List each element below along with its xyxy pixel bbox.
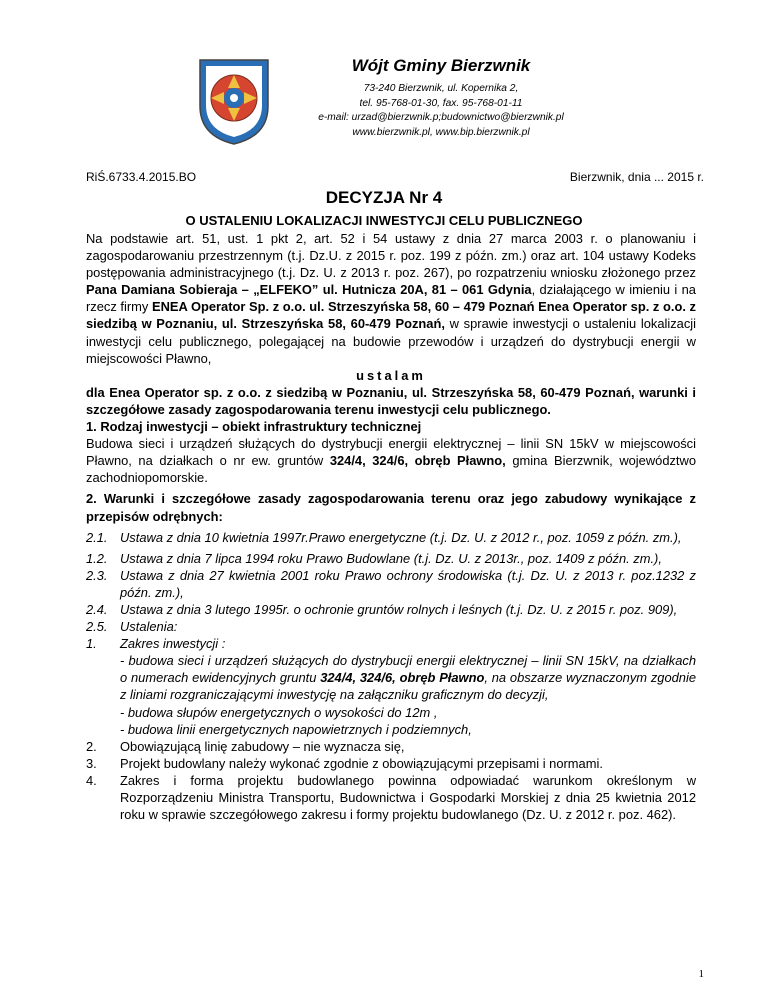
ustalam-heading: ustalam — [356, 367, 426, 383]
ustalenia-item-1-a: - budowa sieci i urządzeń służących do dystrybucji energii elektrycznej – linii SN 15kV, na działkach o numerach ewidencyjnych gruntu 324/4, 324/6, obręb Pławno, na obszarze wyznaczonym zgodnie z liniami rozgraniczającymi inwestycję na załączniku graficznym do decyzji, — [120, 653, 697, 703]
ustalenia-item-4: 4. Zakres i forma projektu budowlanego powinna odpowiadać warunkom określonym w Rozporządzeniu Ministra Transportu, Budownictwa i Gospodarki Morskiej z dnia 25 kwietnia 2012 roku w sprawie szczegółowego zakresu i formy projektu budowlanego (Dz. U. z 2012 r. poz. 462). — [86, 772, 696, 823]
section-2-title: 2. Warunki i szczegółowe zasady zagospodarowania terenu oraz jego zabudowy wynikające z przepisów odrębnych: — [86, 491, 696, 524]
document-body — [86, 230, 696, 823]
ustalenia-item-3: 3. Projekt budowlany należy wykonać zgodnie z obowiązującymi przepisami i normami. — [86, 755, 603, 771]
legal-basis-item: 2.1. Ustawa z dnia 10 kwietnia 1997r.Prawo energetyczne (t.j. Dz. U. z 2012 r., poz. 1059 z późn. zm.), — [86, 529, 682, 545]
coat-of-arms-logo — [196, 56, 272, 146]
decision-subtitle: O USTALENIU LOKALIZACJI INWESTYCJI CELU PUBLICZNEGO — [185, 213, 583, 228]
ustalenia-item-1-b: - budowa słupów energetycznych o wysokości do 12m , — [120, 704, 438, 720]
letterhead-phone: tel. 95-768-01-30, fax. 95-768-01-11 — [359, 97, 523, 109]
letterhead-address: 73-240 Bierzwnik, ul. Kopernika 2, — [363, 83, 519, 94]
decision-title: DECYZJA Nr 4 — [325, 188, 443, 207]
ustalenia-item-1: 1. Zakres inwestycji : — [86, 636, 226, 652]
intro-paragraph: Na podstawie art. 51, ust. 1 pkt 2, art. 52 i 54 ustawy z dnia 27 marca 2003 r. o planowaniu i zagospodarowaniu przestrzennym (t.j. Dz.U. z 2015 r. poz. 199 z późn. zm.) oraz art. 104 ustawy Kodeks postępowania administracyjnego (t.j. Dz. U. z 2013 r. poz. 267), po rozpatrzeniu wniosku złożonego przez Pana Damiana Sobieraja – „ELFEKO” ul. Hutnicza 20A, 81 – 061 Gdynia, działającego w imieniu i na rzecz firmy ENEA Operator Sp. z o.o. ul. Strzeszyńska 58, 60 – 479 Poznań Enea Operator sp. z o.o. z siedzibą w Poznaniu, ul. Strzeszyńska 58, 60-479 Poznań, w sprawie inwestycji o ustaleniu lokalizacji inwestycji celu publicznego, polegającej na budowie przewodów i urządzeń do dystrybucji energii w miejscowości Pławno, — [86, 231, 697, 366]
legal-basis-item: 2.5. Ustalenia: — [86, 619, 178, 635]
for-company-paragraph: dla Enea Operator sp. z o.o. z siedzibą w Poznaniu, ul. Strzeszyńska 58, 60-479 Poznań, warunki i szczegółowe zasady zagospodarowania terenu inwestycji celu publicznego. — [86, 384, 696, 417]
legal-basis-item: 2.3. Ustawa z dnia 27 kwietnia 2001 roku Prawo ochrony środowiska (t.j. Dz. U. z 2013 r. poz.1232 z późn. zm.), — [86, 567, 696, 600]
section-1-title: 1. Rodzaj inwestycji – obiekt infrastruktury technicznej — [86, 419, 422, 435]
page-number: 1 — [698, 968, 704, 980]
ustalenia-item-1-c: - budowa linii energetycznych napowietrznych i podziemnych, — [120, 721, 472, 737]
legal-basis-item: 1.2. Ustawa z dnia 7 lipca 1994 roku Prawo Budowlane (t.j. Dz. U. z 2013r., poz. 1409 z późn. zm.), — [86, 550, 662, 566]
issue-date: Bierzwnik, dnia ... 2015 r. — [569, 170, 704, 184]
letterhead-title: Wójt Gminy Bierzwnik — [351, 56, 531, 75]
letterhead-web: www.bierzwnik.pl, www.bip.bierzwnik.pl — [352, 126, 530, 138]
reference-number: RiŚ.6733.4.2015.BO — [86, 170, 197, 184]
legal-basis-item: 2.4. Ustawa z dnia 3 lutego 1995r. o ochronie gruntów rolnych i leśnych (t.j. Dz. U. z 2015 r. poz. 909), — [86, 601, 678, 617]
ustalenia-item-2: 2. Obowiązującą linię zabudowy – nie wyznacza się, — [86, 738, 405, 754]
section-1-text: Budowa sieci i urządzeń służących do dystrybucji energii elektrycznej – linii SN 15kV w miejscowości Pławno, na działkach o nr ew. gruntów 324/4, 324/6, obręb Pławno, gmina Bierzwnik, województwo zachodniopomorskie. — [86, 436, 696, 486]
letterhead — [296, 56, 586, 140]
letterhead-email: e-mail: urzad@bierzwnik.p;budownictwo@bierzwnik.pl — [318, 112, 564, 123]
